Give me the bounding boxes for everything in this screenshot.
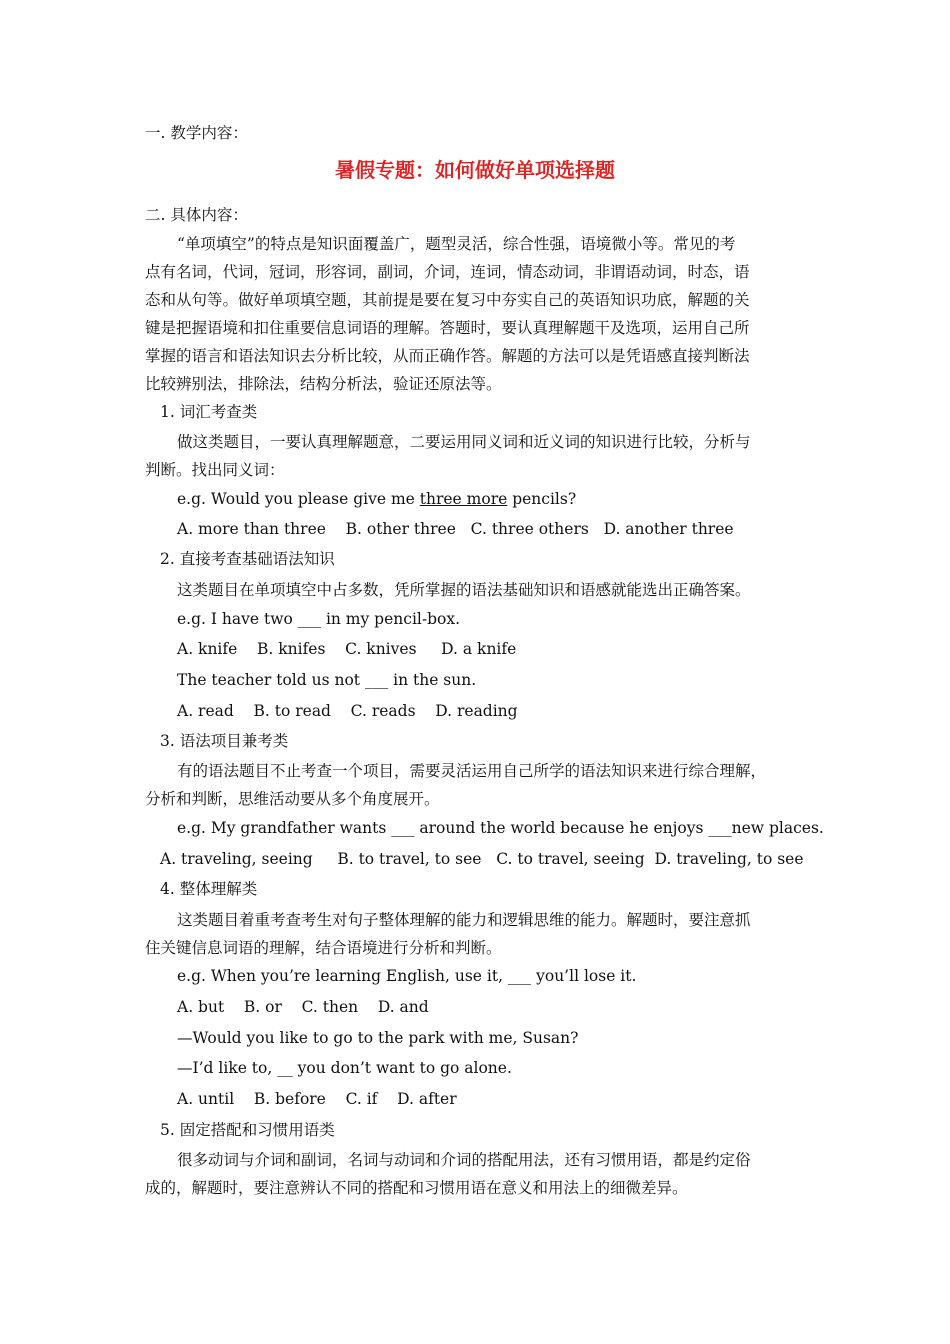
section-3-desc: 有的语法题目不止考查一个项目，需要灵活运用自己所学的语法知识来进行综合理解， xyxy=(177,762,767,780)
intro-line: 掌握的语言和语法知识去分析比较，从而正确作答。解题的方法可以是凭语感直接判断法 xyxy=(145,347,750,365)
section-4-options-2: A. until B. before C. if D. after xyxy=(177,1090,457,1108)
section-2-options-2: A. read B. to read C. reads D. reading xyxy=(177,702,518,720)
section-4-heading: 4. 整体理解类 xyxy=(160,880,258,898)
section-2-heading: 2. 直接考查基础语法知识 xyxy=(160,550,335,568)
section-4-options-1: A. but B. or C. then D. and xyxy=(177,998,429,1016)
section-4-dialogue-line: —I’d like to, __ you don’t want to go alone. xyxy=(177,1059,512,1077)
section-3-desc: 分析和判断，思维活动要从多个角度展开。 xyxy=(145,790,440,808)
intro-line: 比较辨别法，排除法，结构分析法，验证还原法等。 xyxy=(145,375,502,393)
page-title: 暑假专题：如何做好单项选择题 xyxy=(335,158,615,182)
section-1-example xyxy=(177,489,576,509)
section-3-example: e.g. My grandfather wants ___ around the world because he enjoys ___new places. xyxy=(177,819,824,837)
section-4-desc: 这类题目着重考查考生对句子整体理解的能力和逻辑思维的能力。解题时，要注意抓 xyxy=(177,911,751,929)
intro-line: 态和从句等。做好单项填空题，其前提是要在复习中夯实自己的英语知识功底，解题的关 xyxy=(145,291,750,309)
section-2-desc: 这类题目在单项填空中占多数，凭所掌握的语法基础知识和语感就能选出正确答案。 xyxy=(177,581,751,599)
section-5-heading: 5. 固定搭配和习惯用语类 xyxy=(160,1121,335,1139)
section-5-desc: 成的，解题时，要注意辨认不同的搭配和习惯用语在意义和用法上的细微差异。 xyxy=(145,1179,688,1197)
intro-line: 键是把握语境和扣住重要信息词语的理解。答题时，要认真理解题干及选项，运用自己所 xyxy=(145,319,750,337)
section-2-example-1: e.g. I have two ___ in my pencil-box. xyxy=(177,610,461,628)
section-2-example-2: The teacher told us not ___ in the sun. xyxy=(177,671,477,689)
example-text: e.g. Would you please give me xyxy=(177,490,420,508)
intro-line: “单项填空”的特点是知识面覆盖广，题型灵活，综合性强，语境微小等。常见的考 xyxy=(177,235,736,253)
section-1-options: A. more than three B. other three C. three others D. another three xyxy=(177,520,734,538)
section-4-desc: 住关键信息词语的理解，结合语境进行分析和判断。 xyxy=(145,939,502,957)
example-text: pencils? xyxy=(507,490,577,508)
section-1-desc: 判断。找出同义词： xyxy=(145,461,285,479)
section-heading-specific-content: 二. 具体内容： xyxy=(145,206,248,224)
section-1-desc: 做这类题目，一要认真理解题意，二要运用同义词和近义词的知识进行比较，分析与 xyxy=(177,433,751,451)
section-heading-teaching-content: 一. 教学内容： xyxy=(145,124,248,142)
section-2-options-1: A. knife B. knifes C. knives D. a knife xyxy=(177,640,517,658)
underlined-phrase: three more xyxy=(419,490,508,508)
section-1-heading: 1. 词汇考查类 xyxy=(160,403,258,421)
section-3-heading: 3. 语法项目兼考类 xyxy=(160,732,289,750)
intro-line: 点有名词，代词，冠词，形容词，副词，介词，连词，情态动词，非谓语动词，时态，语 xyxy=(145,263,750,281)
section-3-options: A. traveling, seeing B. to travel, to see C. to travel, seeing D. traveling, to see xyxy=(160,850,804,868)
section-5-desc: 很多动词与介词和副词，名词与动词和介词的搭配用法，还有习惯用语，都是约定俗 xyxy=(177,1151,751,1169)
section-4-example-1: e.g. When you’re learning English, use it, ___ you’ll lose it. xyxy=(177,967,637,985)
section-4-dialogue-line: —Would you like to go to the park with me, Susan? xyxy=(177,1029,579,1047)
